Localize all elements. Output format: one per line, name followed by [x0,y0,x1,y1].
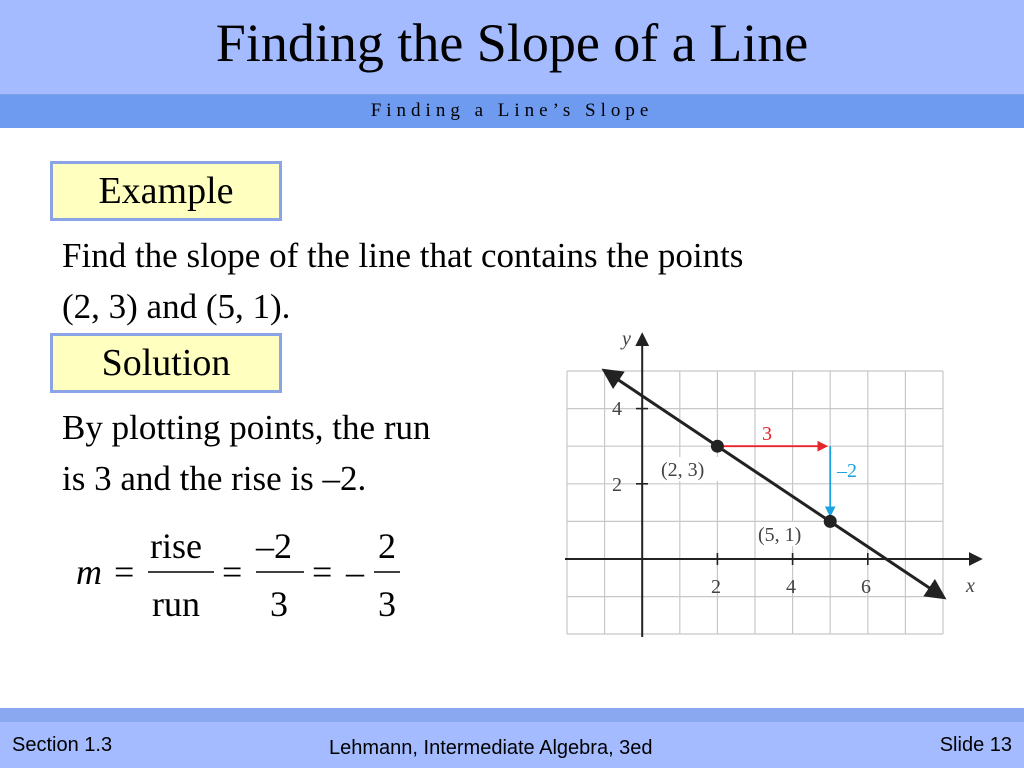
formula-rise: rise [150,526,202,566]
point-1-label: (2, 3) [661,459,705,481]
point-2-3 [711,440,724,453]
coordinate-graph [560,325,1000,640]
example-label: Example [50,161,282,221]
rise-label: –2 [837,460,857,482]
y-tick-label-4: 4 [612,398,622,420]
formula-run: run [152,584,200,624]
axis-ticks [636,409,868,565]
footer-divider [0,708,1024,722]
solution-label: Solution [50,333,282,393]
slope-formula [60,520,420,630]
x-tick-label-6: 6 [861,576,871,598]
formula-equals-3: = [312,552,333,592]
title-bar [0,0,1024,95]
footer-slide-number: Slide 13 [939,734,1012,756]
formula-denominator-3b: 3 [378,584,396,624]
formula-equals-2: = [222,552,243,592]
solution-text-line1: By plotting points, the run [62,408,431,447]
footer-bar [0,722,1024,768]
footer-section: Section 1.3 [12,734,113,756]
x-tick-label-4: 4 [786,576,796,598]
example-text-line1: Find the slope of the line that contains the points [62,236,744,275]
run-label: 3 [762,423,772,445]
x-axis-label: x [966,575,975,597]
y-tick-label-2: 2 [612,474,622,496]
y-axis-label: y [622,328,631,350]
slide-subtitle: Finding a Line’s Slope [370,100,654,121]
formula-m: m [76,552,102,592]
subtitle-bar [0,95,1024,128]
formula-equals-1: = [114,552,135,592]
graph-grid [567,371,943,634]
solution-text-line2: is 3 and the rise is –2. [62,459,367,498]
formula-numerator-neg2: –2 [256,526,292,566]
point-5-1 [824,515,837,528]
formula-numerator-2: 2 [378,526,396,566]
x-tick-label-2: 2 [711,576,721,598]
formula-negative-sign: – [346,552,364,592]
example-text-line2: (2, 3) and (5, 1). [62,287,291,326]
formula-denominator-3: 3 [270,584,288,624]
point-2-label: (5, 1) [758,524,802,546]
slide-title: Finding the Slope of a Line [215,13,809,73]
footer-book: Lehmann, Intermediate Algebra, 3ed [329,737,653,759]
